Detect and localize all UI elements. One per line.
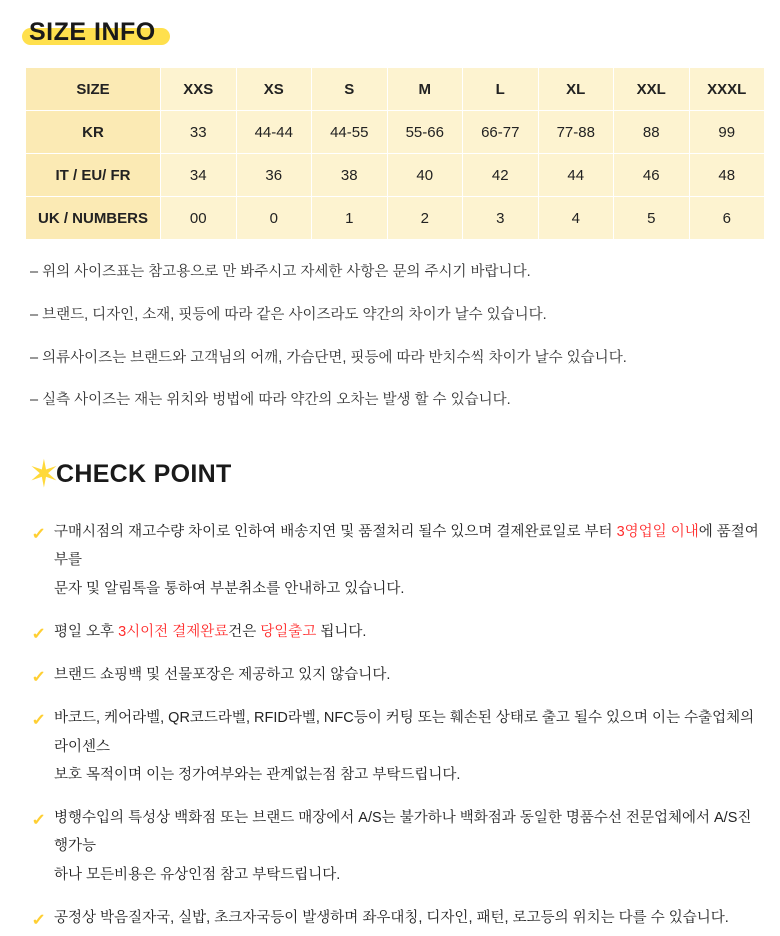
size-notes [30,262,760,412]
table-cell: 99 [689,111,765,154]
table-cell: 5 [614,197,690,240]
table-header-cell: XXS [161,68,237,111]
body-text: 구매시점의 재고수량 차이로 인하여 배송지연 및 품절처리 될수 있으며 결제완료일로 부터 [54,524,617,540]
table-row-label: KR [26,111,161,154]
size-info-title: SIZE INFO [29,18,156,46]
body-text: 병행수입의 특성상 백화점 또는 브랜드 매장에서 A/S는 불가하나 백화점과 동일한 명품수선 전문업체에서 A/S진행가능 [54,810,752,855]
table-cell: 48 [689,154,765,197]
check-point-heading [28,454,760,496]
table-header-cell: XS [236,68,312,111]
body-text: 됩니다. [316,623,367,640]
table-cell: 36 [236,154,312,197]
table-cell: 46 [614,154,690,197]
body-text: 브랜드 쇼핑백 및 선물포장은 제공하고 있지 않습니다. [54,667,391,684]
table-row [26,111,765,154]
table-cell: 33 [161,111,237,154]
table-header-cell: S [312,68,388,111]
check-mark-icon: ✓ [31,712,47,730]
size-note: – 위의 사이즈표는 참고용으로 만 봐주시고 자세한 사항은 문의 주시기 바랍니다. [30,264,531,280]
table-row-label: IT / EU/ FR [26,154,161,197]
table-cell: 00 [161,197,237,240]
star-icon: ✶ [28,454,60,496]
table-cell: 6 [689,197,765,240]
check-point-line [54,704,760,761]
accent-text: 당일출고 [260,623,317,640]
check-point-item [32,704,760,789]
size-note: – 의류사이즈는 브랜드와 고객님의 어깨, 가슴단면, 핏등에 따라 반치수씩 차이가 날수 있습니다. [30,349,627,366]
check-point-line [54,761,760,789]
table-cell: 38 [312,154,388,197]
table-cell: 4 [538,197,614,240]
body-text: 하나 모든비용은 유상인점 참고 부탁드립니다. [54,866,341,883]
check-point-line [54,804,760,861]
body-text: 바코드, 케어라벨, QR코드라벨, RFID라벨, NFC등이 커팅 또는 훼손된 상태로 출고 될수 있으며 이는 수출업체의 라이센스 [54,710,755,755]
table-cell: 3 [463,197,539,240]
check-mark-icon: ✓ [31,625,47,643]
check-point-list [32,518,760,932]
body-text: 평일 오후 [54,623,119,640]
body-text: 건은 [228,623,261,640]
table-row [26,154,765,197]
check-mark-icon: ✓ [31,526,47,543]
check-point-line [54,618,760,646]
table-header-cell: XL [538,68,614,111]
table-cell: 77-88 [538,111,614,154]
body-text: 문자 및 알림톡을 통하여 부분취소를 안내하고 있습니다. [54,580,405,597]
table-header-cell: SIZE [26,68,161,111]
table-cell: 40 [387,154,463,197]
check-point-item [32,904,760,932]
check-point-line [54,518,760,575]
accent-text: 3영업일 이내 [616,524,699,540]
table-cell: 1 [312,197,388,240]
table-row [26,68,765,111]
size-info-heading [25,18,160,47]
body-text: 에 품절여부를 [54,524,759,569]
table-header-cell: XXL [614,68,690,111]
size-table-body [26,111,765,240]
table-cell: 44 [538,154,614,197]
table-cell: 88 [614,111,690,154]
table-cell: 55-66 [387,111,463,154]
check-point-line [54,661,760,689]
check-point-line [54,575,760,603]
check-point-title: CHECK POINT [56,460,232,488]
body-text: 보호 목적이며 이는 정가여부와는 관계없는점 참고 부탁드립니다. [54,766,461,783]
check-point-item [32,661,760,689]
check-point-line [54,861,760,889]
table-cell: 2 [387,197,463,240]
check-mark-icon: ✓ [31,911,47,929]
size-note: – 브랜드, 디자인, 소재, 핏등에 따라 같은 사이즈라도 약간의 차이가 날수 있습니다. [30,306,547,323]
size-note: – 실측 사이즈는 재는 위치와 벙법에 따라 약간의 오차는 발생 할 수 있습니다. [30,392,511,409]
table-cell: 0 [236,197,312,240]
accent-text: 3시이전 결제완료 [118,623,229,640]
check-mark-icon: ✓ [31,669,47,687]
check-mark-icon: ✓ [31,812,47,830]
check-point-item [32,804,760,889]
table-cell: 34 [161,154,237,197]
check-point-item [32,618,760,646]
table-cell: 44-44 [236,111,312,154]
table-header-cell: XXXL [689,68,765,111]
table-row-label: UK / NUMBERS [26,197,161,240]
table-cell: 66-77 [463,111,539,154]
table-cell: 44-55 [312,111,388,154]
size-table [25,67,765,240]
check-point-item [32,518,760,603]
table-header-cell: M [387,68,463,111]
table-row [26,197,765,240]
body-text: 공정상 박음질자국, 실밥, 초크자국등이 발생하며 좌우대칭, 디자인, 패턴, 로고등의 위치는 다를 수 있습니다. [54,909,729,926]
table-cell: 42 [463,154,539,197]
table-header-cell: L [463,68,539,111]
size-table-head [26,68,765,111]
check-point-line [54,904,760,932]
